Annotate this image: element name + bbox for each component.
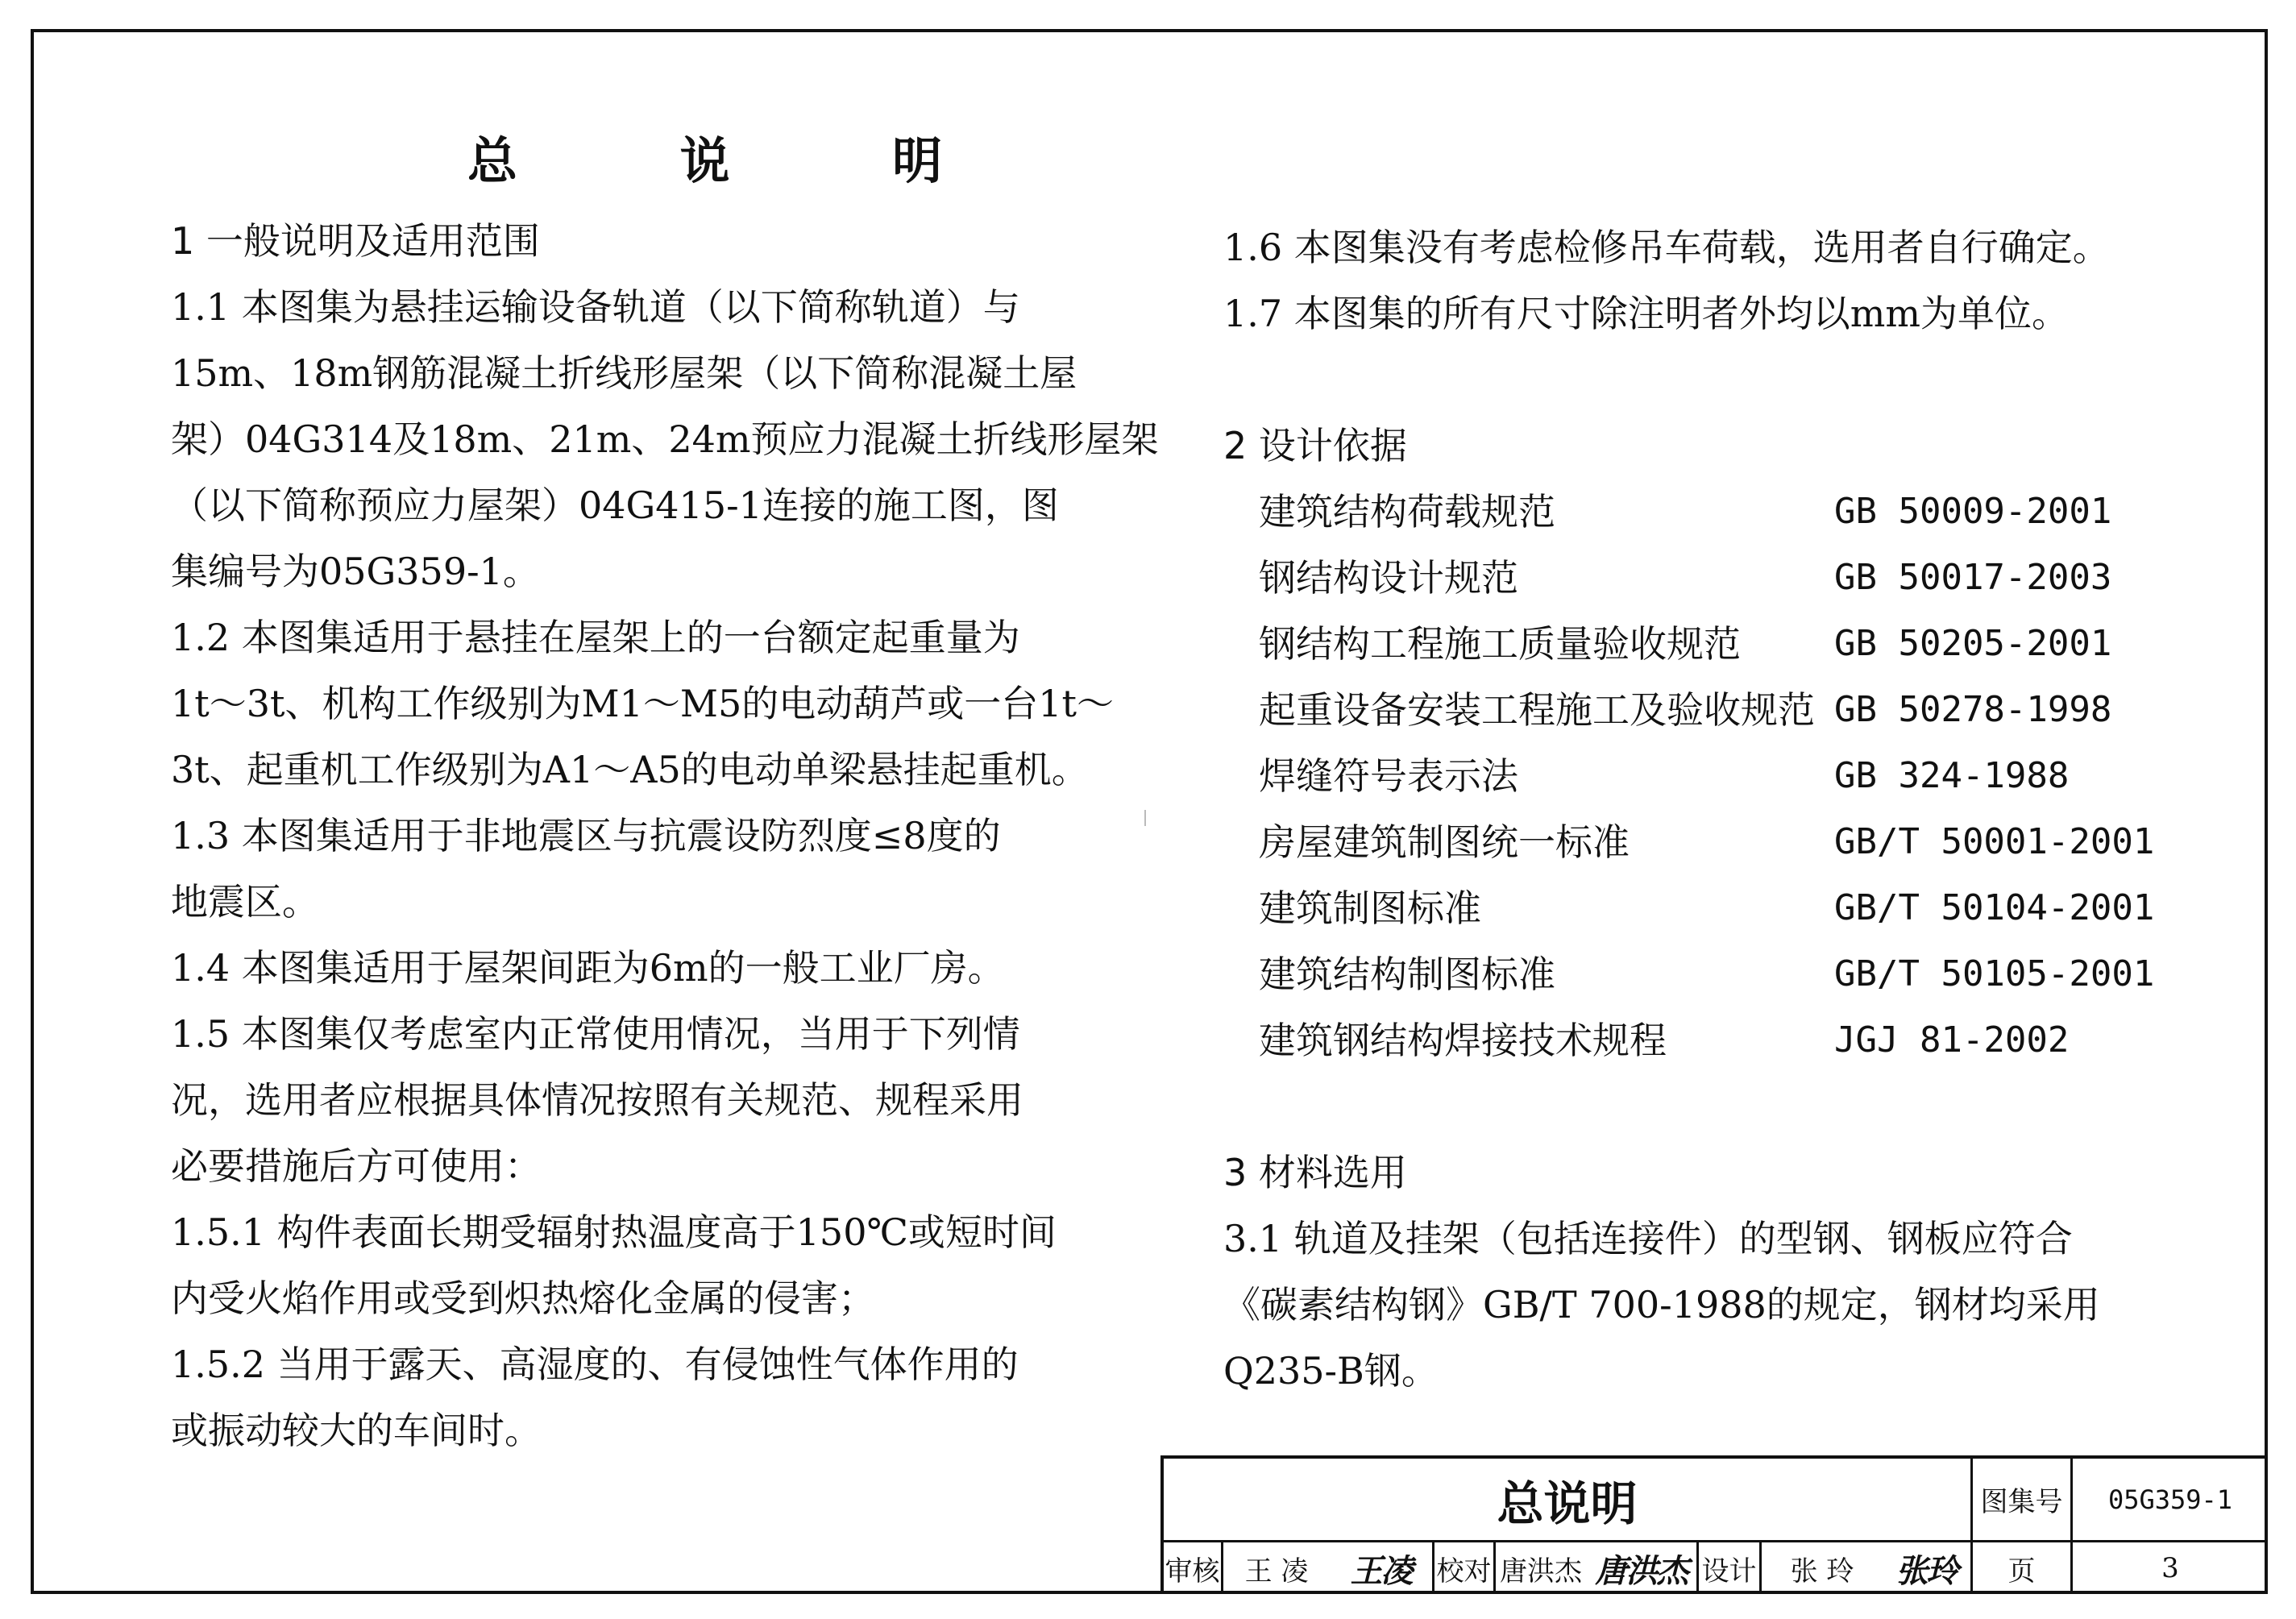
clause-3-1-line: Q235-B钢。 xyxy=(1223,1349,1439,1393)
designer-signature: 张玲 xyxy=(1883,1542,1973,1594)
body-line: 3t、起重机工作级别为A1～A5的电动单梁悬挂起重机。 xyxy=(171,748,1089,791)
standard-name: 钢结构设计规范 xyxy=(1259,556,1518,600)
standard-name: 建筑制图标准 xyxy=(1259,886,1481,930)
check-label: 校对 xyxy=(1434,1542,1496,1594)
standards-list xyxy=(1223,479,2154,1073)
body-line: 或振动较大的车间时。 xyxy=(171,1409,542,1452)
body-line: 1.5.1 构件表面长期受辐射热温度高于150℃或短时间 xyxy=(171,1210,1057,1254)
standard-name: 钢结构工程施工质量验收规范 xyxy=(1259,622,1741,666)
body-line: 地震区。 xyxy=(171,880,319,924)
standard-name: 建筑结构荷载规范 xyxy=(1259,490,1555,533)
standard-row xyxy=(1259,545,2154,611)
body-line: 集编号为05G359-1。 xyxy=(171,550,540,593)
atlas-number-label: 图集号 xyxy=(1973,1459,2073,1540)
standard-code: GB 50009-2001 xyxy=(1834,491,2112,532)
page-title: 总 说 明 xyxy=(467,131,1015,190)
standard-row xyxy=(1259,677,2154,743)
body-line: 1.4 本图集适用于屋架间距为6m的一般工业厂房。 xyxy=(171,946,1005,990)
standard-code: GB 50017-2003 xyxy=(1834,557,2112,598)
body-line: 1.1 本图集为悬挂运输设备轨道（以下简称轨道）与 xyxy=(171,285,1020,329)
standard-row xyxy=(1259,809,2154,875)
standard-name: 建筑结构制图标准 xyxy=(1259,953,1555,996)
reviewer-name: 王 凌 xyxy=(1244,1555,1309,1588)
standard-row xyxy=(1259,743,2154,809)
title-block-sign-row xyxy=(1164,1542,2268,1594)
body-line: 况，选用者应根据具体情况按照有关规范、规程采用 xyxy=(171,1078,1023,1122)
body-line: 15m、18m钢筋混凝土折线形屋架（以下简称混凝土屋 xyxy=(171,351,1077,395)
checker-name: 唐洪杰 xyxy=(1500,1555,1582,1588)
design-label: 设计 xyxy=(1699,1542,1762,1594)
title-block-top-row xyxy=(1164,1459,2268,1542)
standard-code: GB 50278-1998 xyxy=(1834,689,2112,730)
standard-code: GB 50205-2001 xyxy=(1834,623,2112,664)
page-label: 页 xyxy=(1973,1542,2073,1594)
standard-code: GB/T 50001-2001 xyxy=(1834,821,2155,862)
body-line: 1.3 本图集适用于非地震区与抗震设防烈度≤8度的 xyxy=(171,814,1001,857)
section-2-heading: 2 设计依据 xyxy=(1223,424,1407,467)
standard-name: 起重设备安装工程施工及验收规范 xyxy=(1259,688,1815,732)
standard-row xyxy=(1259,941,2154,1007)
body-line: 必要措施后方可使用： xyxy=(171,1144,542,1188)
title-block-title: 总说明 xyxy=(1164,1459,1973,1540)
section-1-heading: 1 一般说明及适用范围 xyxy=(171,219,540,263)
left-column xyxy=(171,208,1159,1463)
center-mark xyxy=(1144,810,1146,826)
clause-3-1-line: 3.1 轨道及挂架（包括连接件）的型钢、钢板应符合 xyxy=(1223,1217,2073,1260)
checker-signature: 唐洪杰 xyxy=(1586,1542,1699,1594)
right-column xyxy=(1223,214,2154,1404)
standard-row xyxy=(1259,1007,2154,1073)
body-line: 架）04G314及18m、21m、24m预应力混凝土折线形屋架 xyxy=(171,417,1159,461)
standard-code: GB 324-1988 xyxy=(1834,755,2070,796)
body-line: 内受火焰作用或受到炽热熔化金属的侵害； xyxy=(171,1277,875,1320)
standard-name: 建筑钢结构焊接技术规程 xyxy=(1259,1019,1667,1062)
page-number: 3 xyxy=(2161,1552,2179,1584)
body-line: 1t～3t、机构工作级别为M1～M5的电动葫芦或一台1t～ xyxy=(171,682,1114,725)
body-line: 1.2 本图集适用于悬挂在屋架上的一台额定起重量为 xyxy=(171,616,1020,659)
standard-name: 焊缝符号表示法 xyxy=(1259,754,1518,798)
clause-1-7: 1.7 本图集的所有尺寸除注明者外均以mm为单位。 xyxy=(1223,292,2070,335)
clause-3-1-line: 《碳素结构钢》GB/T 700-1988的规定，钢材均采用 xyxy=(1223,1283,2100,1326)
title-block xyxy=(1160,1455,2268,1594)
standard-code: GB/T 50105-2001 xyxy=(1834,953,2155,994)
standard-name: 房屋建筑制图统一标准 xyxy=(1259,820,1630,864)
standard-row xyxy=(1259,479,2154,545)
standard-row xyxy=(1259,875,2154,941)
section-3-heading: 3 材料选用 xyxy=(1223,1151,1407,1194)
body-line: 1.5.2 当用于露天、高湿度的、有侵蚀性气体作用的 xyxy=(171,1343,1019,1386)
reviewer-signature: 王凌 xyxy=(1330,1542,1434,1594)
standard-code: JGJ 81-2002 xyxy=(1834,1019,2070,1061)
review-label: 审核 xyxy=(1164,1542,1223,1594)
body-line: （以下简称预应力屋架）04G415-1连接的施工图，图 xyxy=(171,484,1059,527)
standard-row xyxy=(1259,611,2154,677)
clause-1-6: 1.6 本图集没有考虑检修吊车荷载，选用者自行确定。 xyxy=(1223,226,2110,269)
body-line: 1.5 本图集仅考虑室内正常使用情况，当用于下列情 xyxy=(171,1012,1020,1056)
designer-name: 张 玲 xyxy=(1790,1555,1854,1588)
standard-code: GB/T 50104-2001 xyxy=(1834,887,2155,928)
atlas-number: 05G359-1 xyxy=(2107,1484,2233,1515)
